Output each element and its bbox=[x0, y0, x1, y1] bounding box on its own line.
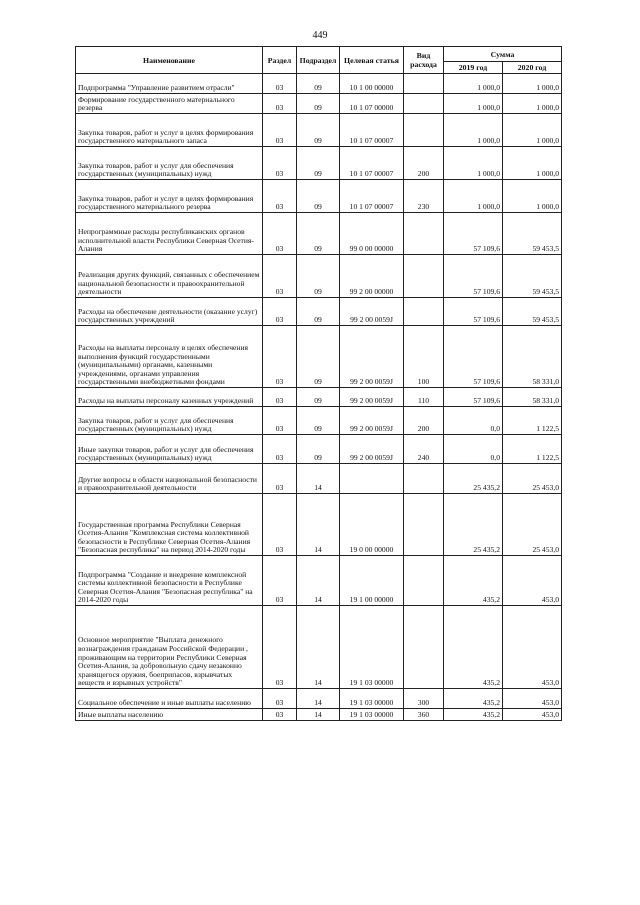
row-section: 03 bbox=[263, 689, 297, 709]
row-expense-type: 230 bbox=[404, 180, 444, 213]
row-name: Расходы на выплаты персоналу казенных учреждений bbox=[76, 388, 263, 407]
row-sum-2020: 453,0 bbox=[503, 709, 562, 721]
row-expense-type bbox=[404, 606, 444, 689]
row-name: Формирование государственного материального резерва bbox=[76, 94, 263, 114]
table-row bbox=[76, 435, 562, 464]
row-target: 99 2 00 0059J bbox=[340, 298, 404, 326]
row-subsection: 09 bbox=[297, 114, 340, 147]
row-name: Другие вопросы в области национальной безопасности и правоохранительной деятельности bbox=[76, 464, 263, 494]
row-name: Непрограммные расходы республиканских органов исполнительной власти Республики Северная Осетия-Алания bbox=[76, 213, 263, 255]
table-row bbox=[76, 556, 562, 606]
row-name: Закупка товаров, работ и услуг для обеспечения государственных (муниципальных) нужд bbox=[76, 147, 263, 180]
row-expense-type bbox=[404, 298, 444, 326]
row-subsection: 09 bbox=[297, 298, 340, 326]
row-subsection: 14 bbox=[297, 464, 340, 494]
row-section: 03 bbox=[263, 255, 297, 298]
row-name: Реализация других функций, связанных с обеспечением национальной безопасности и правоохранительной деятельности bbox=[76, 255, 263, 298]
row-expense-type bbox=[404, 255, 444, 298]
row-expense-type bbox=[404, 94, 444, 114]
row-section: 03 bbox=[263, 213, 297, 255]
row-subsection: 09 bbox=[297, 388, 340, 407]
table-row bbox=[76, 114, 562, 147]
table-row bbox=[76, 147, 562, 180]
row-sum-2019: 1 000,0 bbox=[444, 94, 503, 114]
row-sum-2019: 435,2 bbox=[444, 556, 503, 606]
row-expense-type bbox=[404, 74, 444, 94]
row-target: 10 1 07 00007 bbox=[340, 147, 404, 180]
row-target: 99 2 00 0059J bbox=[340, 435, 404, 464]
row-sum-2020: 59 453,5 bbox=[503, 213, 562, 255]
row-target: 10 1 07 00000 bbox=[340, 94, 404, 114]
row-section: 03 bbox=[263, 114, 297, 147]
row-target: 99 2 00 0059J bbox=[340, 388, 404, 407]
row-name: Подпрограмма "Управление развитием отрасли" bbox=[76, 74, 263, 94]
row-sum-2019: 25 435,2 bbox=[444, 494, 503, 556]
table-row bbox=[76, 388, 562, 407]
header-section: Раздел bbox=[263, 47, 297, 74]
row-section: 03 bbox=[263, 94, 297, 114]
row-sum-2019: 1 000,0 bbox=[444, 147, 503, 180]
row-section: 03 bbox=[263, 435, 297, 464]
row-name: Расходы на обеспечение деятельности (оказание услуг) государственных учреждений bbox=[76, 298, 263, 326]
row-section: 03 bbox=[263, 388, 297, 407]
row-sum-2020: 1 000,0 bbox=[503, 94, 562, 114]
row-target: 19 1 03 00000 bbox=[340, 689, 404, 709]
row-subsection: 14 bbox=[297, 689, 340, 709]
table-row bbox=[76, 606, 562, 689]
row-sum-2020: 58 331,0 bbox=[503, 326, 562, 388]
row-section: 03 bbox=[263, 407, 297, 435]
row-target: 10 1 00 00000 bbox=[340, 74, 404, 94]
row-sum-2020: 58 331,0 bbox=[503, 388, 562, 407]
row-subsection: 14 bbox=[297, 556, 340, 606]
row-name: Подпрограмма "Создание и внедрение комплексной системы коллективной безопасности в Республике Северная Осетия-Алания "Безопасная республика" на 2014-2020 годы bbox=[76, 556, 263, 606]
row-sum-2019: 57 109,6 bbox=[444, 255, 503, 298]
row-expense-type bbox=[404, 114, 444, 147]
row-name: Закупка товаров, работ и услуг в целях формирования государственного материального резерва bbox=[76, 180, 263, 213]
row-sum-2020: 453,0 bbox=[503, 689, 562, 709]
header-name: Наименование bbox=[76, 47, 263, 74]
row-target: 19 1 03 00000 bbox=[340, 606, 404, 689]
row-sum-2020: 59 453,5 bbox=[503, 298, 562, 326]
row-target: 10 1 07 00007 bbox=[340, 114, 404, 147]
row-name: Основное мероприятие "Выплата денежного вознаграждения гражданам Российской Федерации , проживающим на территории Республики Северная Осетия-Алания, за добровольную сдачу незаконно хранящегося оружия, боеприпасов, взрывчатых веществ и взрывных устройств" bbox=[76, 606, 263, 689]
row-subsection: 09 bbox=[297, 180, 340, 213]
row-sum-2020: 1 000,0 bbox=[503, 114, 562, 147]
row-name: Закупка товаров, работ и услуг в целях формирования государственного материального запаса bbox=[76, 114, 263, 147]
row-name: Иные закупки товаров, работ и услуг для обеспечения государственных (муниципальных) нужд bbox=[76, 435, 263, 464]
row-sum-2020: 59 453,5 bbox=[503, 255, 562, 298]
row-name: Государственная программа Республики Северная Осетия-Алания "Комплексная система коллективной безопасности в Республике Северная Осетия-Алания "Безопасная республика" на период 2014-2020 годы bbox=[76, 494, 263, 556]
row-sum-2019: 57 109,6 bbox=[444, 326, 503, 388]
table-row bbox=[76, 255, 562, 298]
table-row bbox=[76, 709, 562, 721]
row-target: 19 0 00 00000 bbox=[340, 494, 404, 556]
table-row bbox=[76, 464, 562, 494]
row-target: 10 1 07 00007 bbox=[340, 180, 404, 213]
page-number: 449 bbox=[312, 30, 328, 41]
header-sum: Сумма bbox=[444, 47, 562, 62]
row-subsection: 09 bbox=[297, 74, 340, 94]
row-subsection: 09 bbox=[297, 326, 340, 388]
row-sum-2020: 25 453,0 bbox=[503, 494, 562, 556]
row-expense-type bbox=[404, 464, 444, 494]
row-name: Закупка товаров, работ и услуг для обеспечения государственных (муниципальных) нужд bbox=[76, 407, 263, 435]
table-row bbox=[76, 213, 562, 255]
row-sum-2019: 0,0 bbox=[444, 407, 503, 435]
header-year-2019: 2019 год bbox=[444, 62, 503, 74]
row-name: Иные выплаты населению bbox=[76, 709, 263, 721]
row-section: 03 bbox=[263, 494, 297, 556]
row-section: 03 bbox=[263, 606, 297, 689]
row-target: 19 1 03 00000 bbox=[340, 709, 404, 721]
row-section: 03 bbox=[263, 326, 297, 388]
row-expense-type: 200 bbox=[404, 147, 444, 180]
row-name: Расходы на выплаты персоналу в целях обеспечения выполнения функций государственными (муниципальными) органами, казенными учреждениями, органами управления государственными внебюджетными фондами bbox=[76, 326, 263, 388]
row-sum-2020: 25 453,0 bbox=[503, 464, 562, 494]
table-row bbox=[76, 180, 562, 213]
row-sum-2019: 1 000,0 bbox=[444, 74, 503, 94]
row-section: 03 bbox=[263, 298, 297, 326]
row-sum-2020: 1 000,0 bbox=[503, 147, 562, 180]
row-target bbox=[340, 464, 404, 494]
row-sum-2020: 1 000,0 bbox=[503, 74, 562, 94]
table-row bbox=[76, 494, 562, 556]
row-expense-type bbox=[404, 556, 444, 606]
row-target: 19 1 00 00000 bbox=[340, 556, 404, 606]
row-expense-type bbox=[404, 494, 444, 556]
row-sum-2019: 0,0 bbox=[444, 435, 503, 464]
table-row bbox=[76, 689, 562, 709]
row-expense-type: 200 bbox=[404, 407, 444, 435]
row-sum-2020: 453,0 bbox=[503, 556, 562, 606]
row-target: 99 2 00 00000 bbox=[340, 255, 404, 298]
row-subsection: 09 bbox=[297, 213, 340, 255]
row-name: Социальное обеспечение и иные выплаты населению bbox=[76, 689, 263, 709]
row-section: 03 bbox=[263, 74, 297, 94]
row-target: 99 0 00 00000 bbox=[340, 213, 404, 255]
row-sum-2019: 435,2 bbox=[444, 689, 503, 709]
row-sum-2019: 57 109,6 bbox=[444, 388, 503, 407]
row-sum-2019: 1 000,0 bbox=[444, 180, 503, 213]
row-sum-2019: 57 109,6 bbox=[444, 213, 503, 255]
table-row bbox=[76, 326, 562, 388]
table-row bbox=[76, 74, 562, 94]
header-expense-type: Вид расхода bbox=[404, 47, 444, 74]
row-expense-type: 360 bbox=[404, 709, 444, 721]
row-expense-type: 100 bbox=[404, 326, 444, 388]
row-subsection: 09 bbox=[297, 147, 340, 180]
header-year-2020: 2020 год bbox=[503, 62, 562, 74]
row-section: 03 bbox=[263, 556, 297, 606]
row-sum-2020: 1 122,5 bbox=[503, 435, 562, 464]
table-row bbox=[76, 94, 562, 114]
row-sum-2020: 1 000,0 bbox=[503, 180, 562, 213]
row-subsection: 14 bbox=[297, 606, 340, 689]
row-expense-type: 300 bbox=[404, 689, 444, 709]
budget-table bbox=[75, 46, 562, 721]
row-sum-2020: 453,0 bbox=[503, 606, 562, 689]
row-expense-type bbox=[404, 213, 444, 255]
row-subsection: 09 bbox=[297, 255, 340, 298]
row-sum-2019: 57 109,6 bbox=[444, 298, 503, 326]
table-row bbox=[76, 298, 562, 326]
row-sum-2019: 435,2 bbox=[444, 709, 503, 721]
row-subsection: 09 bbox=[297, 435, 340, 464]
header-subsection: Подраздел bbox=[297, 47, 340, 74]
row-target: 99 2 00 0059J bbox=[340, 326, 404, 388]
row-section: 03 bbox=[263, 180, 297, 213]
row-sum-2019: 435,2 bbox=[444, 606, 503, 689]
row-subsection: 14 bbox=[297, 709, 340, 721]
row-section: 03 bbox=[263, 147, 297, 180]
row-expense-type: 110 bbox=[404, 388, 444, 407]
row-section: 03 bbox=[263, 464, 297, 494]
row-sum-2019: 1 000,0 bbox=[444, 114, 503, 147]
row-sum-2020: 1 122,5 bbox=[503, 407, 562, 435]
row-expense-type: 240 bbox=[404, 435, 444, 464]
row-subsection: 09 bbox=[297, 407, 340, 435]
header-target: Целевая статья bbox=[340, 47, 404, 74]
row-subsection: 09 bbox=[297, 94, 340, 114]
row-sum-2019: 25 435,2 bbox=[444, 464, 503, 494]
row-target: 99 2 00 0059J bbox=[340, 407, 404, 435]
table-row bbox=[76, 407, 562, 435]
row-section: 03 bbox=[263, 709, 297, 721]
row-subsection: 14 bbox=[297, 494, 340, 556]
